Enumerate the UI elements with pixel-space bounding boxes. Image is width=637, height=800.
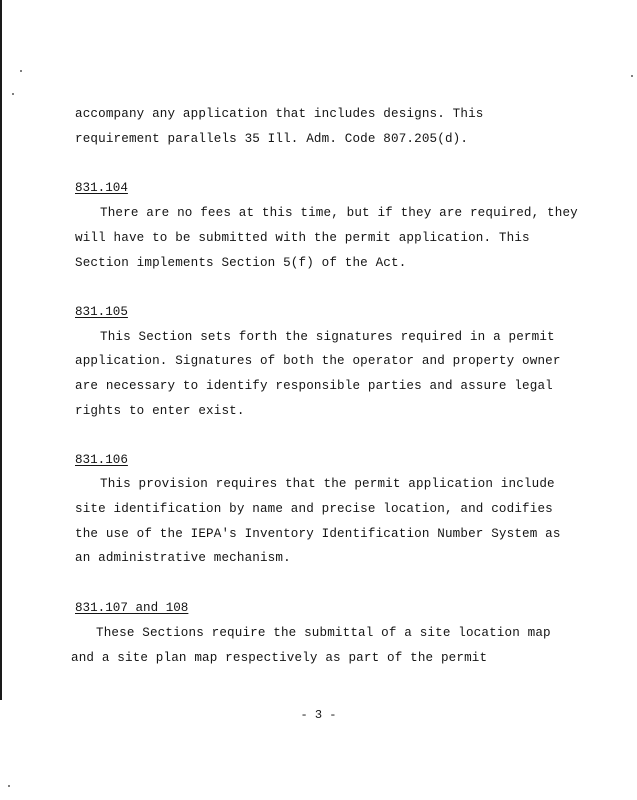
scan-speck — [12, 93, 14, 95]
paragraph-line: This Section sets forth the signatures required in a permit — [100, 330, 555, 344]
scan-speck — [8, 785, 10, 787]
paragraph-line: an administrative mechanism. — [75, 551, 291, 565]
paragraph-line: site identification by name and precise location, and codifies — [75, 502, 553, 516]
paragraph-line: will have to be submitted with the permit application. This — [75, 231, 530, 245]
intro-line: accompany any application that includes designs. This — [75, 107, 484, 121]
section-heading: 831.105 — [75, 305, 128, 319]
page-number: - 3 - — [300, 708, 337, 722]
section-heading: 831.104 — [75, 181, 128, 195]
paragraph-line: application. Signatures of both the operator and property owner — [75, 354, 561, 368]
paragraph-line: and a site plan map respectively as part of the permit — [71, 651, 488, 665]
section-heading: 831.106 — [75, 453, 128, 467]
paragraph-line: These Sections require the submittal of a site location map — [96, 626, 551, 640]
paragraph-line: There are no fees at this time, but if they are required, they — [100, 206, 578, 220]
scan-speck — [631, 75, 633, 77]
intro-line: requirement parallels 35 Ill. Adm. Code 807.205(d). — [75, 132, 469, 146]
paragraph-line: This provision requires that the permit application include — [100, 477, 555, 491]
paragraph-line: Section implements Section 5(f) of the Act. — [75, 256, 407, 270]
section-heading: 831.107 and 108 — [75, 601, 189, 615]
paragraph-line: are necessary to identify responsible parties and assure legal — [75, 379, 553, 393]
scan-speck — [20, 70, 22, 72]
paragraph-line: rights to enter exist. — [75, 404, 245, 418]
paragraph-line: the use of the IEPA's Inventory Identification Number System as — [75, 527, 561, 541]
scan-edge — [0, 0, 2, 700]
